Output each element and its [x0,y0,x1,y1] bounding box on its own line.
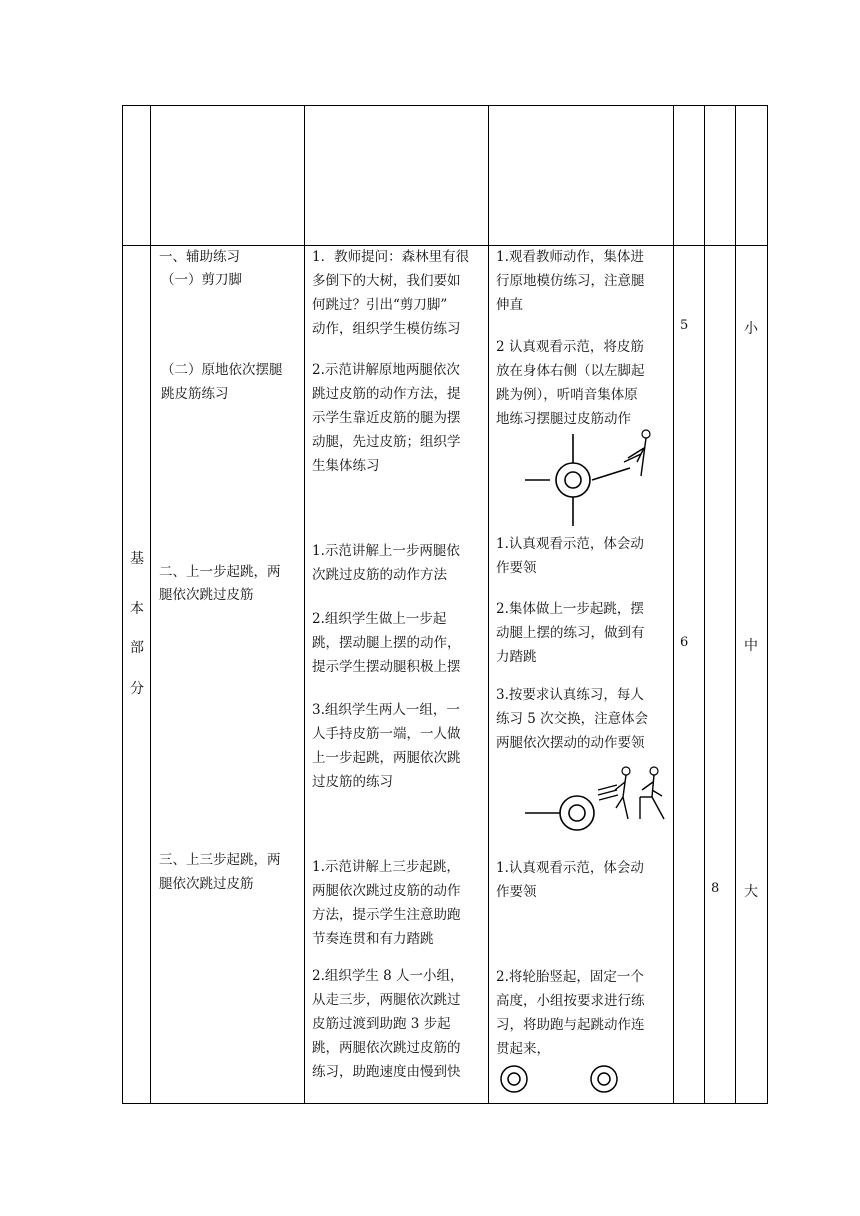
text-line: 从走三步，两腿依次跳过 [312,992,461,1008]
text-line: 腿依次跳过皮筋 [159,876,254,892]
text-line: 力踏跳 [496,649,537,665]
text-line: 生集体练习 [312,458,380,474]
text-line: 2 认真观看示范，将皮筋 [496,339,644,355]
text-line: 跳皮筋练习 [161,386,229,402]
col-border-5 [673,105,674,1104]
section-label-char: 部 [130,640,144,656]
text-line: 1.示范讲解上三步起跳， [312,859,460,875]
text-line: 跳为例），听哨音集体原 [496,387,638,403]
text-line: 1.认真观看示范，体会动 [496,536,644,552]
text-line: 多倒下的大树，我们要如 [312,273,461,289]
formation-diagram-1 [520,430,670,530]
text-line: 2.集体做上一步起跳，摆 [496,601,644,617]
time-value: 5 [680,318,689,333]
intensity-value: 小 [744,321,758,337]
text-line: 动腿上摆的练习，做到有 [496,625,645,641]
intensity-value: 大 [744,884,758,900]
text-line: 跳，两腿依次跳过皮筋的 [312,1040,461,1056]
text-line: （二）原地依次摆腿 [161,362,283,378]
table-bottom-border [122,1103,767,1104]
text-line: 示学生靠近皮筋的腿为摆 [312,410,461,426]
formation-diagram-2 [520,766,670,826]
col-border-2 [150,105,151,1104]
text-line: 地练习摆腿过皮筋动作 [496,411,631,427]
text-line: 节奏连贯和有力踏跳 [312,931,434,947]
text-line: 三、上三步起跳，两 [159,852,281,868]
text-line: 跳过皮筋的动作方法，提 [312,386,461,402]
col-border-4 [488,105,489,1104]
col-border-7 [735,105,736,1104]
text-line: 动腿，先过皮筋；组织学 [312,434,461,450]
aux-practice-title: 一、辅助练习 [159,249,240,265]
text-line: 方法，提示学生注意助跑 [312,907,461,923]
text-line: 3.组织学生两人一组，一 [312,702,460,718]
text-line: 腿依次跳过皮筋 [159,587,254,603]
text-line: 练习，助跑速度由慢到快 [312,1064,461,1080]
text-line: 1.示范讲解上一步两腿依 [312,543,460,559]
text-line: 3.按要求认真练习，每人 [496,687,644,703]
text-line: 过皮筋的练习 [312,774,393,790]
time-value: 6 [680,635,689,650]
text-line: 贯起来， [496,1041,550,1057]
col-border-3 [304,105,305,1104]
intensity-value: 中 [744,638,758,654]
text-line: 2.组织学生做上一步起 [312,611,447,627]
col-border-8 [767,105,768,1104]
text-line: 练习 5 次交换，注意体会 [496,711,649,727]
text-line: 作要领 [496,884,537,900]
text-line: 2.示范讲解原地两腿依次 [312,362,460,378]
table-top-border [122,105,767,106]
text-line: 跳，摆动腿上摆的动作， [312,635,461,651]
text-line: 作要领 [496,560,537,576]
text-line: 动作，组织学生模仿练习 [312,321,461,337]
text-line: 皮筋过渡到助跑 3 步起 [312,1016,451,1032]
col-border-6 [704,105,705,1104]
section-label-char: 分 [130,681,144,697]
text-line: 放在身体右侧（以左脚起 [496,363,645,379]
text-line: 上一步起跳，两腿依次跳 [312,750,461,766]
text-line: 两腿依次摆动的动作要领 [496,735,645,751]
text-line: 两腿依次跳过皮筋的动作 [312,883,461,899]
text-line: 行原地模仿练习，注意腿 [496,273,645,289]
text-line: 2.组织学生 8 人一小组， [312,968,464,984]
col-border-1 [122,105,123,1104]
text-line: 二、上一步起跳，两 [159,564,281,580]
text-line: 提示学生摆动腿积极上摆 [312,659,461,675]
text-line: 伸直 [496,297,523,313]
text-line: 1.观看教师动作，集体进 [496,249,644,265]
text-line: 高度，小组按要求进行练 [496,993,645,1009]
text-line: 习，将助跑与起跳动作连 [496,1017,645,1033]
text-line: 人手持皮筋一端，一人做 [312,726,461,742]
text-line: 何跳过？引出“剪刀脚” [312,297,448,313]
text-line: 1．教师提问：森林里有很 [312,249,470,265]
section-label-char: 基 [130,551,144,567]
time-value: 8 [711,881,720,896]
text-line: 2.将轮胎竖起，固定一个 [496,969,644,985]
text-line: 1.认真观看示范，体会动 [496,860,644,876]
section-label-char: 本 [130,601,144,617]
aux-scissor-kick: （一）剪刀脚 [161,272,242,288]
tyre-diagram [497,1061,617,1097]
text-line: 次跳过皮筋的动作方法 [312,567,447,583]
